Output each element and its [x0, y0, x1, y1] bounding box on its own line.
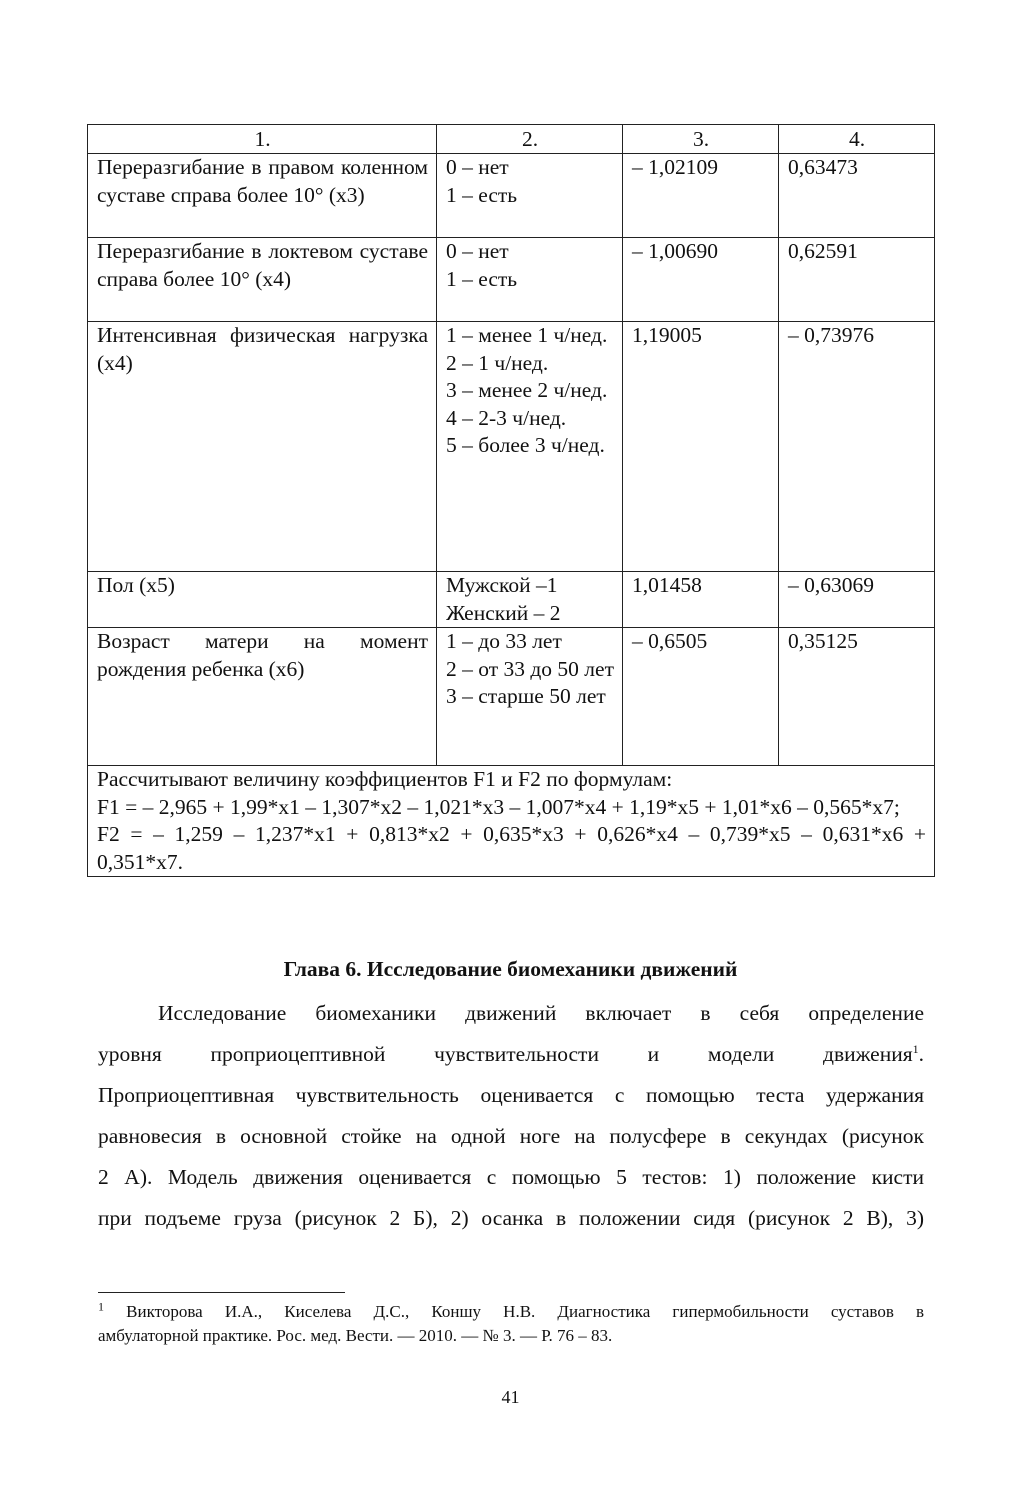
value-option: 0 – нет: [446, 155, 509, 179]
value-option: 0 – нет: [446, 239, 509, 263]
table-row: [88, 572, 935, 628]
formula-f2: F2 = – 1,259 – 1,237*x1 + 0,813*x2 + 0,635*x3 + 0,626*x4 – 0,739*x5 – 0,631*x6 + 0,351*x7.: [97, 822, 926, 874]
coef-f1-cell: 1,19005: [623, 322, 779, 572]
parameter-cell: Возраст матери на момент рождения ребенка (x6): [88, 628, 437, 766]
header-cell: 2.: [437, 125, 623, 154]
coef-f2-cell: – 0,63069: [779, 572, 935, 628]
coef-f2-cell: 0,63473: [779, 154, 935, 238]
coef-f1-cell: 1,01458: [623, 572, 779, 628]
paragraph-line: Проприоцептивная чувствительность оценивается с помощью теста удержания: [98, 1083, 924, 1107]
coef-f2-cell: 0,35125: [779, 628, 935, 766]
coefficients-table: [87, 124, 935, 877]
parameter-cell: Переразгибание в локтевом суставе справа более 10° (x4): [88, 238, 437, 322]
values-cell: [437, 322, 623, 572]
value-option: 2 – 1 ч/нед.: [446, 350, 549, 375]
paragraph-line: равновесия в основной стойке на одной ноге на полусфере в секундах (рисунок: [98, 1124, 924, 1148]
parameter-cell: Пол (x5): [88, 572, 437, 628]
body-paragraph: [98, 993, 924, 1239]
value-option: 2 – от 33 до 50 лет: [446, 656, 614, 681]
header-cell: 1.: [88, 125, 437, 154]
coef-f1-cell: – 1,00690: [623, 238, 779, 322]
parameter-cell: Переразгибание в правом коленном суставе справа более 10° (x3): [88, 154, 437, 238]
coef-f1-cell: – 0,6505: [623, 628, 779, 766]
page-number: 41: [501, 1387, 520, 1407]
value-option: 1 – есть: [446, 266, 518, 291]
chapter-heading: Глава 6. Исследование биомеханики движений: [283, 957, 738, 981]
formula-intro: Рассчитывают величину коэффициентов F1 и F2 по формулам:: [97, 767, 673, 791]
formula-cell: [88, 766, 935, 877]
footnote-line: [98, 1300, 924, 1324]
footnote-reference[interactable]: 1: [912, 1041, 919, 1056]
paragraph-line: [98, 993, 924, 1034]
footnote-mark: 1: [98, 1299, 104, 1314]
table-row: [88, 154, 935, 238]
value-option: 3 – менее 2 ч/нед.: [446, 378, 608, 402]
value-option: 1 – до 33 лет: [446, 629, 562, 653]
values-cell: [437, 572, 623, 628]
parameter-cell: Интенсивная физическая нагрузка (x4): [88, 322, 437, 572]
table-header-row: [88, 125, 935, 154]
footnote-text: Викторова И.А., Киселева Д.С., Коншу Н.В. Диагностика гипермобильности суставов в: [126, 1302, 925, 1321]
value-option: 1 – есть: [446, 182, 518, 207]
values-cell: [437, 628, 623, 766]
value-option: 5 – более 3 ч/нед.: [446, 433, 605, 457]
coef-f2-cell: – 0,73976: [779, 322, 935, 572]
value-option: 4 – 2-3 ч/нед.: [446, 405, 567, 430]
header-cell: 4.: [779, 125, 935, 154]
formula-f1: F1 = – 2,965 + 1,99*x1 – 1,307*x2 – 1,021*x3 – 1,007*x4 + 1,19*x5 + 1,01*x6 – 0,565*x7;: [97, 794, 900, 819]
table-row: [88, 322, 935, 572]
table-row: [88, 238, 935, 322]
paragraph-line: 2 А). Модель движения оценивается с помощью 5 тестов: 1) положение кисти: [98, 1165, 924, 1189]
footnote-separator: [98, 1292, 345, 1293]
header-cell: 3.: [623, 125, 779, 154]
table-row: [88, 628, 935, 766]
line-text: уровня проприоцептивной чувствительности и модели движения: [98, 1042, 913, 1066]
coef-f1-cell: – 1,02109: [623, 154, 779, 238]
footnote: [98, 1300, 924, 1348]
values-cell: [437, 238, 623, 322]
formula-row: [88, 766, 935, 877]
footnote-line: амбулаторной практике. Рос. мед. Вести. — 2010. — № 3. — Р. 76 – 83.: [98, 1326, 613, 1345]
value-option: 3 – старше 50 лет: [446, 684, 606, 708]
value-option: Мужской –1: [446, 573, 558, 597]
paragraph-line: при подъеме груза (рисунок 2 Б), 2) осанка в положении сидя (рисунок 2 В), 3): [98, 1206, 924, 1230]
paragraph-line: уровня проприоцептивной чувствительности и модели движения$^1$.: [98, 1041, 924, 1066]
values-cell: [437, 154, 623, 238]
line-text: Исследование биомеханики движений включает в себя определение: [158, 1001, 924, 1025]
value-option: 1 – менее 1 ч/нед.: [446, 323, 608, 347]
value-option: Женский – 2: [446, 600, 561, 625]
coef-f2-cell: 0,62591: [779, 238, 935, 322]
